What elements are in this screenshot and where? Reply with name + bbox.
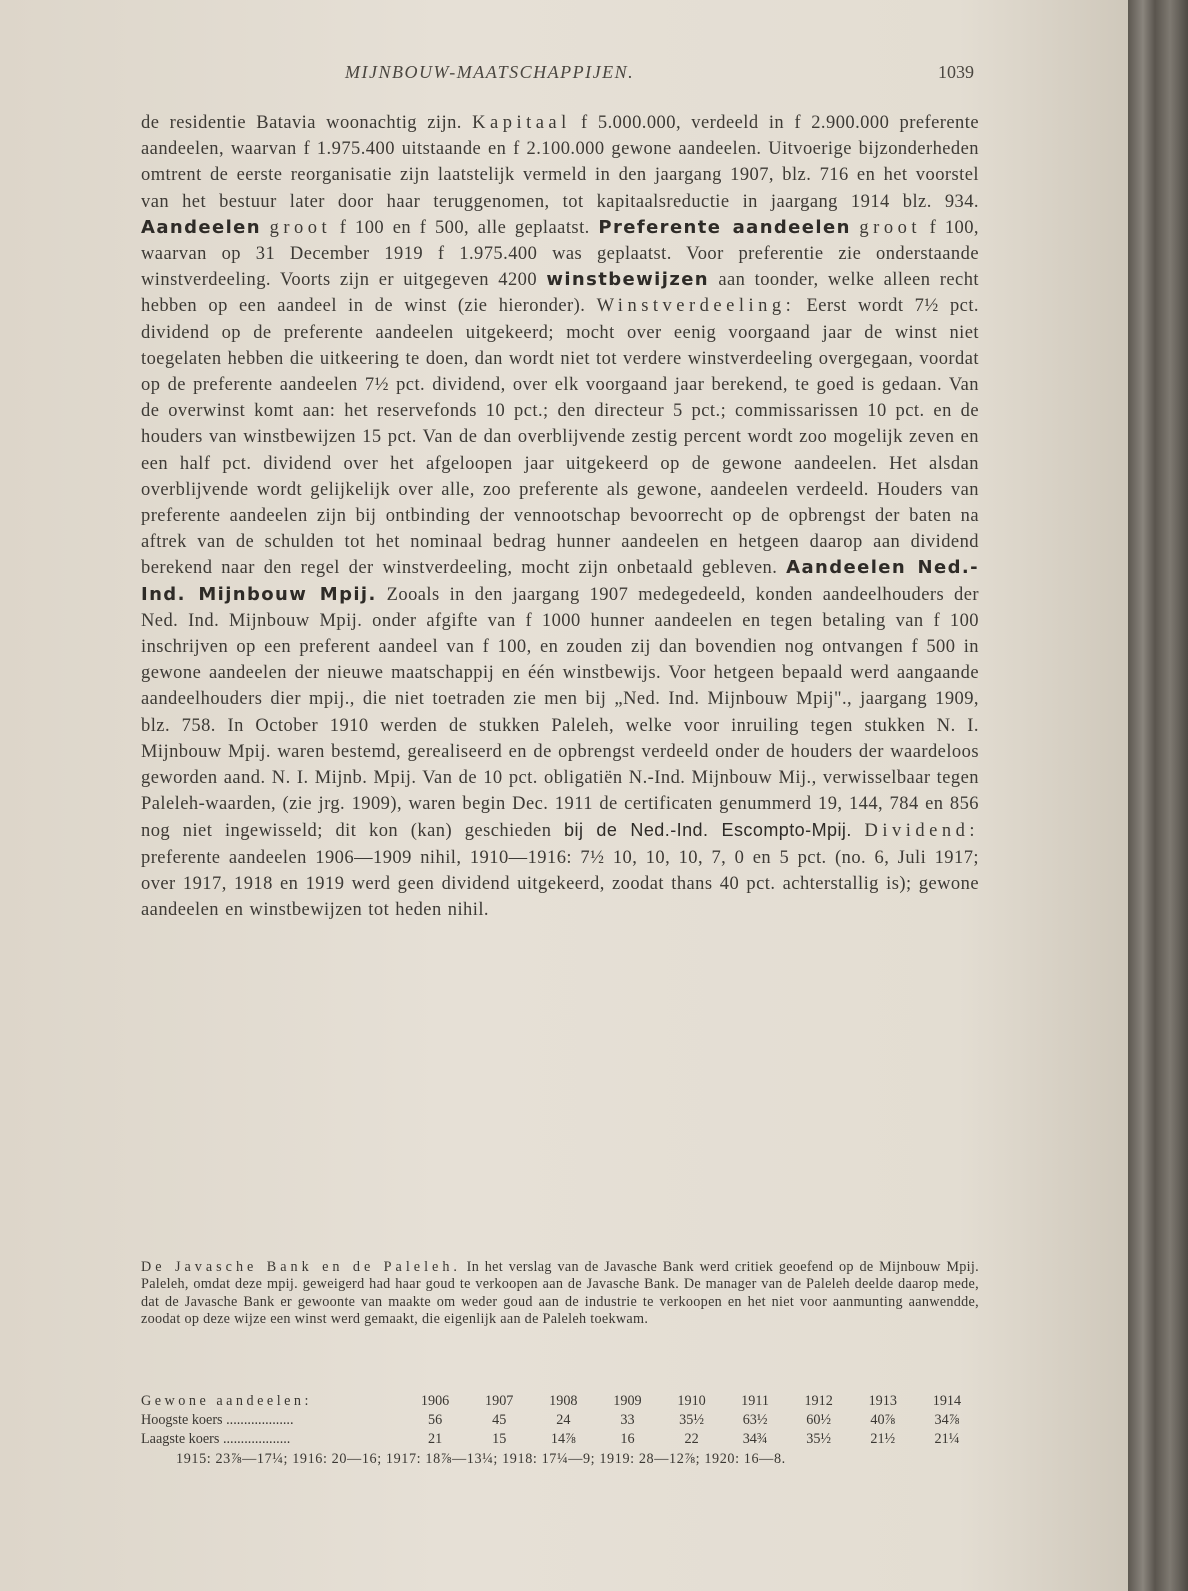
year-cell: 1913 (868, 1393, 897, 1409)
koers-table (141, 1392, 979, 1449)
value-cell: 16 (620, 1431, 635, 1447)
running-title: MIJNBOUW-MAATSCHAPPIJEN. (345, 62, 635, 82)
koers-extra-years: 1915: 23⅞—17¼; 1916: 20—16; 1917: 18⅞—13¼; 1918: 17¼—9; 1919: 28—12⅞; 1920: 16—8. (176, 1451, 786, 1467)
body-paragraph (141, 110, 979, 923)
year-cell: 1908 (549, 1393, 578, 1409)
text-run (852, 821, 865, 841)
bold-heading: Aandeelen Ned.-Ind. Mijnbouw Mpij. (141, 557, 979, 605)
note-run: In het verslag van de Javasche Bank werd critiek geoefend op de Mijnbouw Mpij. Paleleh, omdat deze mpij. geweigerd had haar goud te verkoopen aan de Javasche Bank. De manager van de Paleleh deelde daarop mede, dat de Javasche Bank er gewoonte van maakte om weder goud aan de industrie te verkoopen en het niet voor aanmunting aanwendde, zoodat op deze wijze een winst werd gemaakt, die eigenlijk aan de Paleleh toekwam. (141, 1259, 979, 1328)
value-cell: 35½ (806, 1431, 832, 1447)
text-run: preferente aandeelen 1906—1909 nihil, 1910—1916: 7½ 10, 10, 10, 7, 0 en 5 pct. (no. 6, Juli 1917; over 1917, 1918 en 1919 werd geen dividend uitgekeerd, zoodat thans 40 pct. achterstallig is); gewone aandeelen en winstbewijzen tot heden nihil. (141, 847, 979, 921)
text-run: Zooals in den jaargang 1907 medegedeeld, konden aandeelhouders der Ned. Ind. Mijnbouw Mpij. onder afgifte van f 1000 hunner aandeelen en tegen betaling van f 100 inschrijven op een preferent aandeel van f 100, en zouden zij dan bovendien nog ontvangen f 500 in gewone aandeelen der nieuwe maatschappij en één winstbewijs. Voor hetgeen bepaald werd aangaande aandeelhouders dier mpij., die niet toetraden zie men bij „Ned. Ind. Mijnbouw Mpij"., jaargang 1909, blz. 758. In October 1910 werden de stukken Paleleh, welke voor inruiling tegen stukken N. I. Mijnbouw Mpij. waren bestemd, gerealiseerd en de opbrengst verdeeld onder de houders der waardeloos geworden aand. N. I. Mijnb. Mpij. Van de 10 pct. obligatiën N.-Ind. Mijnbouw Mij., verwisselbaar tegen Paleleh-waarden, (zie jrg. 1909), waren begin Dec. 1911 de certificaten genummerd 19, 144, 784 en 856 nog niet ingewisseld; dit kon (kan) geschieden (141, 584, 979, 842)
text-run: aan toonder, welke alleen recht hebben op een aandeel in de winst (zie hieronder). (141, 270, 979, 317)
row-label: Laagste koers ................... (141, 1431, 291, 1447)
koers-header-row (141, 1392, 979, 1411)
text-run: f 100 en f 500, alle geplaatst. (331, 217, 599, 238)
footnote-paragraph (141, 1259, 979, 1329)
value-cell: 14⅞ (550, 1431, 576, 1447)
text-run: de residentie Batavia woonachtig zijn. (141, 113, 473, 133)
spaced-term: groot (859, 217, 921, 238)
spaced-term: groot (269, 217, 332, 238)
value-cell: 56 (427, 1412, 443, 1428)
year-cell: 1914 (932, 1393, 962, 1409)
value-cell: 33 (620, 1412, 635, 1428)
spaced-term: De Javasche Bank en de Paleleh. (141, 1259, 461, 1275)
text-run: Eerst wordt 7½ pct. dividend op de preferente aandeelen uitgekeerd; mocht over eenig voorgaand jaar de winst niet toegelaten hebben die uitkeering te doen, dan wordt niet tot verdere winstverdeeling overgegaan, voordat op de preferente aandeelen 7½ pct. dividend, over elk voorgaand jaar berekend, te goed is gedaan. Van de overwinst komt aan: het reservefonds 10 pct.; den directeur 5 pct.; commissarissen 10 pct. en de houders van winstbewijzen 15 pct. Van de dan overblijvende zestig percent wordt zoo mogelijk zeven en een half pct. dividend over het afgeloopen jaar uitgekeerd op de gewone aandeelen. Het alsdan overblijvende wordt gelijkelijk over alle, zoo preferente als gewone, aandeelen verdeeld. Houders van preferente aandeelen zijn bij ontbinding der vennootschap bevoorrecht op de opbrengst der baten na aftrek van de schulden tot het nominaal bedrag hunner aandeelen en hetgeen daarop aan dividend berekend naar den regel der winstverdeeling, mocht zijn onbetaald gebleven. (141, 296, 979, 579)
value-cell: 35½ (679, 1412, 704, 1428)
year-cell: 1906 (420, 1393, 450, 1409)
year-cell: 1907 (485, 1393, 514, 1409)
value-cell: 21½ (870, 1431, 896, 1447)
bold-heading: Preferente aandeelen (598, 216, 851, 238)
page-number: 1039 (938, 62, 974, 82)
value-cell: 15 (492, 1431, 507, 1447)
value-cell: 45 (492, 1412, 507, 1428)
text-run: f 100, waarvan op 31 December 1919 f 1.975.400 was geplaatst. Voor preferentie zie onderstaande winstverdeeling. Voorts zijn er uitgegeven 4200 (141, 217, 980, 291)
value-cell: 22 (684, 1431, 699, 1447)
year-cell: 1911 (741, 1393, 770, 1409)
year-cell: 1909 (613, 1393, 642, 1409)
value-cell: 34⅞ (934, 1412, 960, 1428)
value-cell: 63½ (742, 1412, 768, 1428)
koers-table-label: Gewone aandeelen: (141, 1393, 312, 1409)
page-header (145, 62, 980, 88)
value-cell: 34¾ (742, 1431, 768, 1447)
spaced-term: Dividend: (864, 821, 979, 842)
sans-term: bij de Ned.-Ind. Escompto-Mpij. (564, 820, 852, 841)
value-cell: 60½ (806, 1412, 832, 1428)
bold-heading: Aandeelen (141, 216, 261, 238)
year-cell: 1910 (677, 1393, 706, 1409)
text-run: f 5.000.000, verdeeld in f 2.900.000 preferente aandeelen, waarvan f 1.975.400 uitstaande en f 2.100.000 gewone aandeelen. Uitvoerige bijzonderheden omtrent de eerste reorganisatie zijn laatstelijk vermeld in den jaargang 1907, blz. 716 en het voorstel van het bestuur later door haar teruggenomen, tot kapitaalsreductie in jaargang 1914 blz. 934. (141, 113, 979, 212)
table-row (141, 1430, 979, 1449)
value-cell: 24 (556, 1412, 571, 1428)
bold-heading: winstbewijzen (546, 269, 710, 291)
value-cell: 21¼ (934, 1431, 960, 1447)
table-row (141, 1411, 979, 1430)
text-run (261, 218, 270, 238)
value-cell: 21 (427, 1431, 443, 1447)
row-label: Hoogste koers ................... (141, 1412, 294, 1428)
spaced-term: Winstverdeeling: (596, 296, 796, 317)
year-cell: 1912 (804, 1393, 833, 1409)
value-cell: 40⅞ (870, 1412, 896, 1428)
book-page-edges (1128, 0, 1188, 1591)
spaced-term: Kapitaal (472, 113, 571, 133)
